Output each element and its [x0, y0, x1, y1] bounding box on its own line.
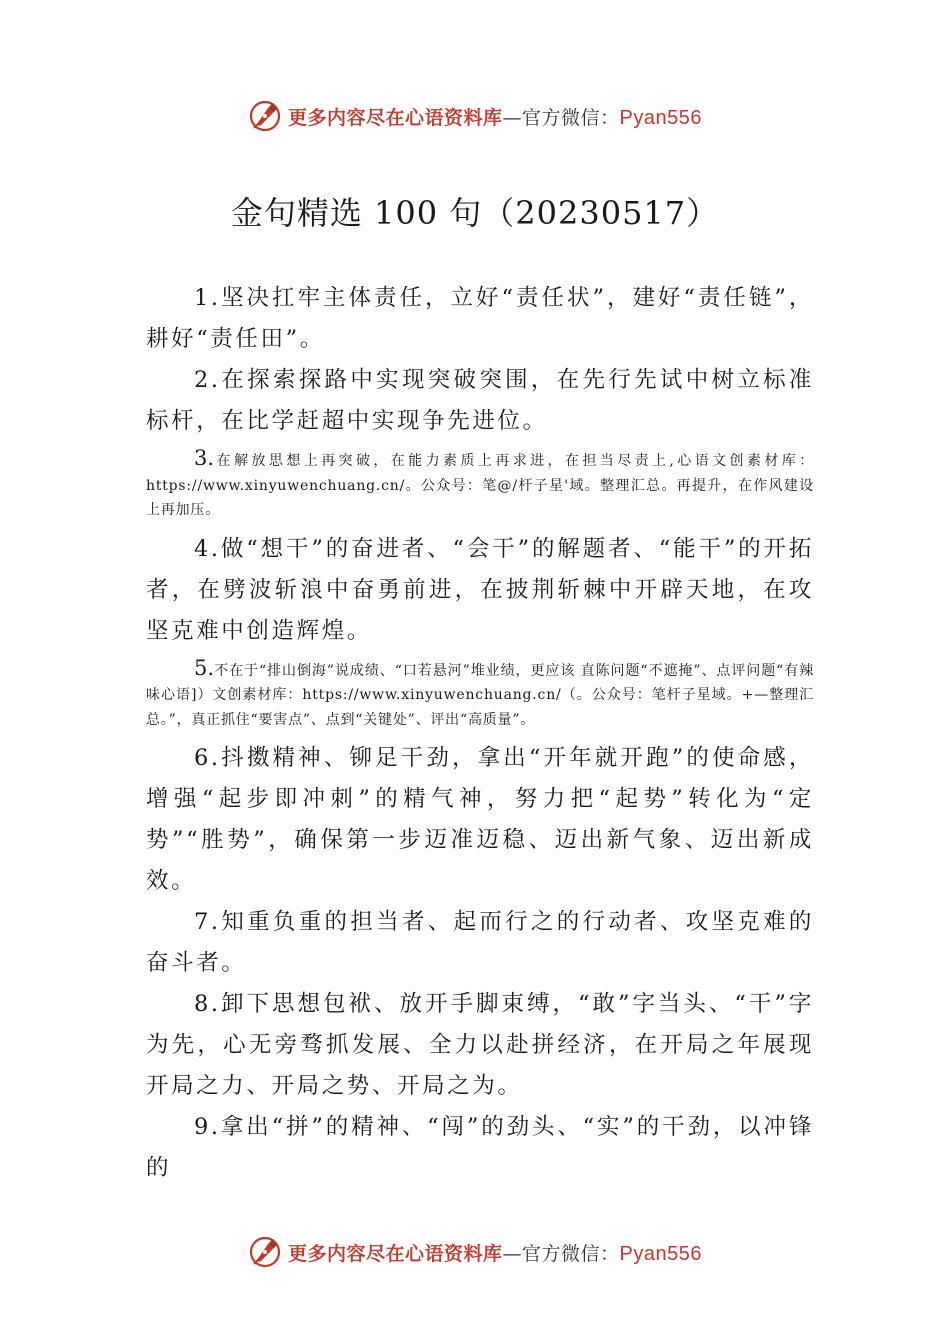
banner-dash: —	[502, 1242, 523, 1265]
item-text: 不在于“排山倒海”说成绩、“口若悬河”堆业绩，更应该 直陈问题“不遮掩”、点评问题“有辣味心语]）文创素材库：https://www.xinyuwenchuang.cn/（。公众号：笔杆子星域。+—整理汇总。”，真正抓住“要害点”、点到“关键处”、评出“高质量”。	[146, 662, 814, 728]
footer-banner	[0, 1232, 950, 1272]
banner-wechat-id: Pyan556	[619, 106, 702, 129]
list-item	[146, 738, 814, 902]
page-title: 金句精选 100 句（20230517）	[230, 194, 720, 232]
banner-dash: —	[502, 106, 523, 129]
banner-wechat-label: 官方微信：	[522, 106, 620, 129]
item-text: 做“想干”的奋进者、“会干”的解题者、“能干”的开拓者，在劈波斩浪中奋勇前进，在披荆斩棘中开辟天地，在攻坚克难中创造辉煌。	[146, 535, 814, 644]
item-text: 在解放思想上再突破，在能力素质上再求进，在担当尽责上,心语文创素材库：https://www.xinyuwenchuang.cn/。公众号：笔@/杆子星'域。整理汇总。再提升，在作风建设上再加压。	[146, 453, 814, 518]
banner-brand: 更多内容尽在心语资料库	[288, 1242, 503, 1265]
banner-wechat-id: Pyan556	[619, 1242, 702, 1265]
list-item	[146, 984, 814, 1107]
item-text: 拿出“拼”的精神、“闯”的劲头、“实”的干劲，以冲锋的	[146, 1114, 814, 1181]
item-number: 1.	[194, 285, 221, 311]
item-number: 7.	[194, 909, 221, 935]
quote-list	[146, 278, 814, 1189]
banner-text	[288, 103, 702, 130]
banner-text	[288, 1239, 702, 1266]
item-number: 3.	[194, 446, 215, 470]
item-number: 4.	[194, 535, 221, 562]
item-number: 2.	[194, 367, 221, 393]
item-number: 6.	[194, 745, 221, 771]
item-text: 在探索探路中实现突破突围，在先行先试中树立标准标杆，在比学赶超中实现争先进位。	[146, 367, 814, 434]
header-banner	[0, 96, 950, 136]
list-item	[146, 278, 814, 360]
item-number: 8.	[194, 991, 221, 1017]
list-item	[146, 446, 814, 523]
list-item	[146, 529, 814, 652]
list-item	[146, 902, 814, 984]
item-text: 抖擞精神、铆足干劲，拿出“开年就开跑”的使命感，增强“起步即冲刺”的精气神，努力把“起势”转化为“定势”“胜势”，确保第一步迈准迈稳、迈出新气象、迈出新成效。	[146, 745, 814, 894]
list-item	[146, 360, 814, 442]
item-number: 5.	[194, 655, 215, 680]
banner-brand: 更多内容尽在心语资料库	[288, 106, 503, 129]
item-number: 9.	[194, 1114, 221, 1140]
list-item	[146, 1107, 814, 1189]
item-text: 坚决扛牢主体责任，立好“责任状”，建好“责任链”，耕好“责任田”。	[146, 285, 814, 352]
pen-nib-logo-icon	[248, 99, 282, 133]
item-text: 卸下思想包袱、放开手脚束缚，“敢”字当头、“干”字为先，心无旁骛抓发展、全力以赴拼经济，在开局之年展现开局之力、开局之势、开局之为。	[146, 991, 814, 1099]
list-item	[146, 656, 814, 733]
pen-nib-logo-icon	[248, 1235, 282, 1269]
banner-wechat-label: 官方微信：	[522, 1242, 620, 1265]
item-text: 知重负重的担当者、起而行之的行动者、攻坚克难的奋斗者。	[146, 909, 814, 976]
